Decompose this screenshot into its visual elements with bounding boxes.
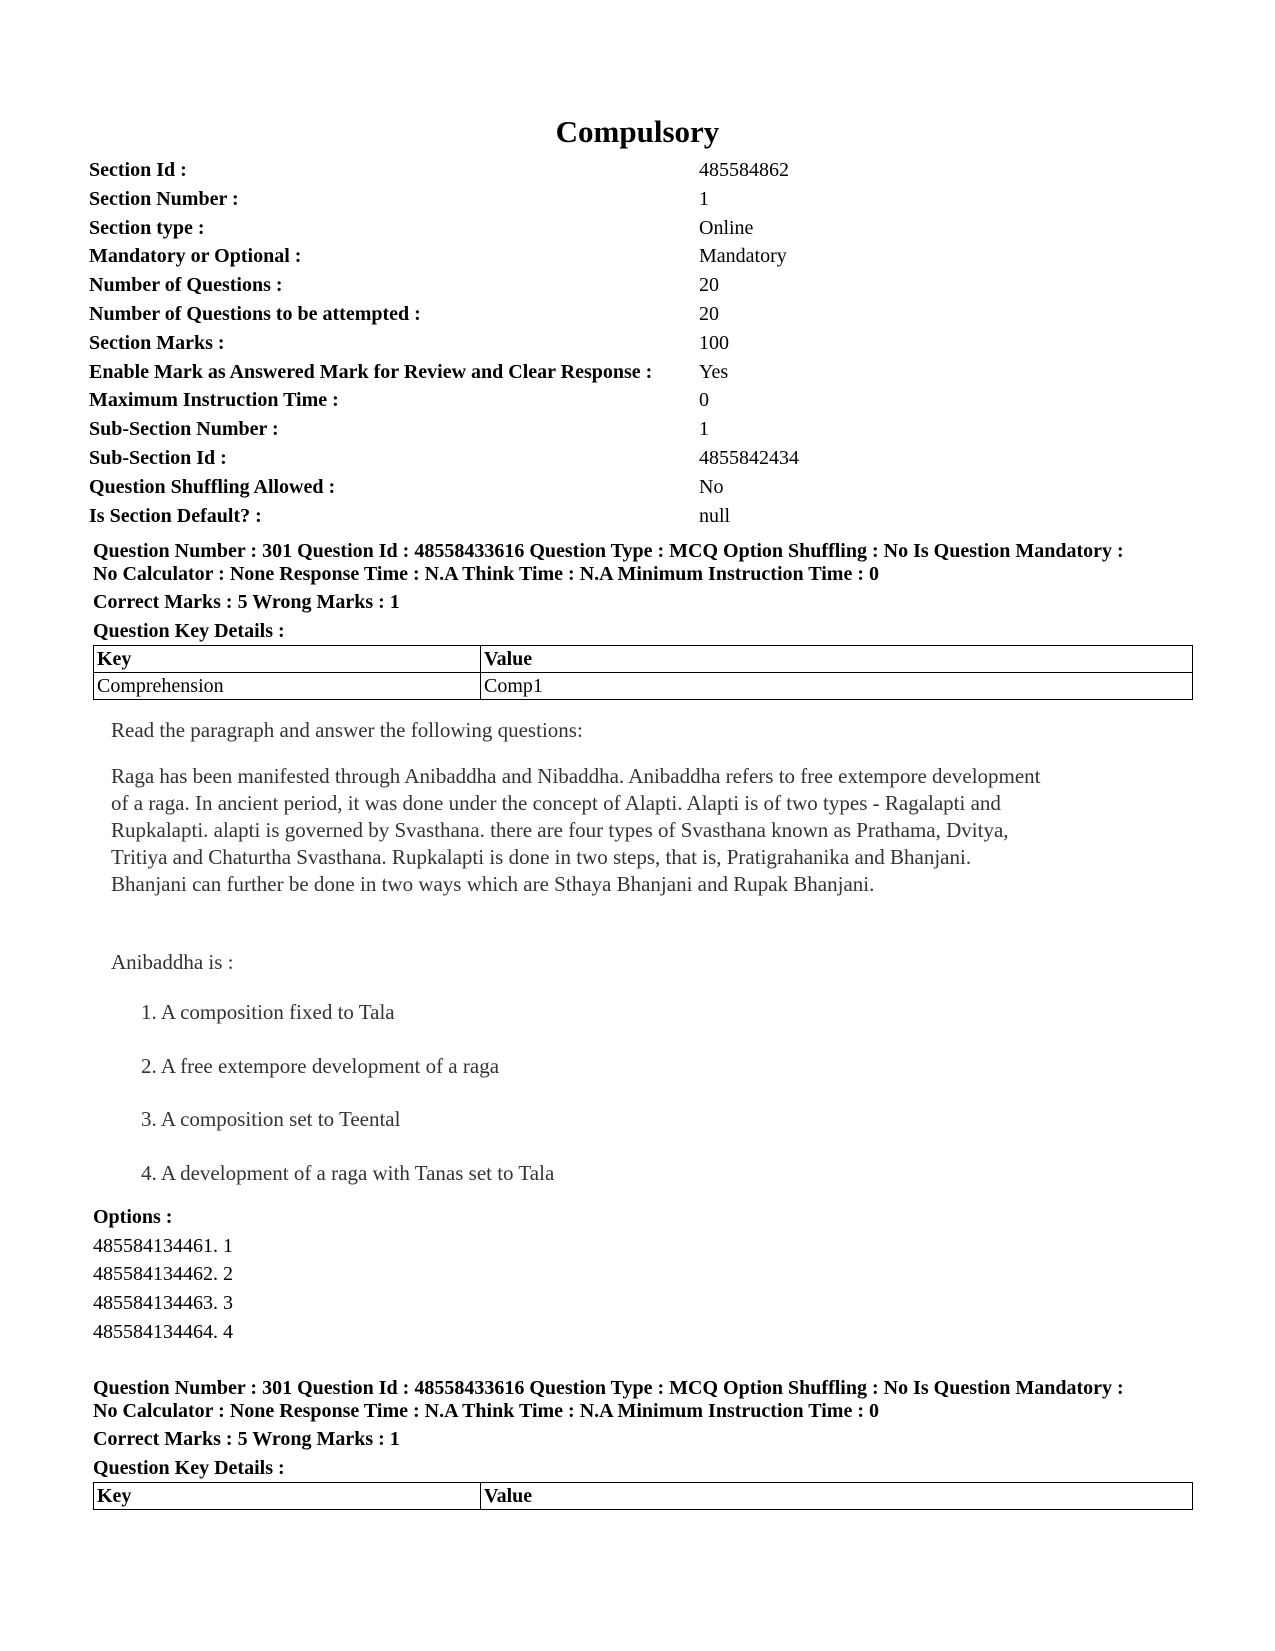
question-instruction: Read the paragraph and answer the following questions: xyxy=(111,718,583,742)
table-cell-key: Comprehension xyxy=(94,673,481,700)
question-key-table xyxy=(93,1482,1193,1510)
option-item: 485584134462. 2 xyxy=(93,1263,233,1286)
info-row-enable-mark xyxy=(89,358,1189,387)
choice-item: 2. A free extempore development of a raga xyxy=(141,1053,500,1078)
table-header-key: Key xyxy=(94,646,481,673)
choice-item: 4. A development of a raga with Tanas set to Tala xyxy=(141,1160,555,1185)
choice-item: 3. A composition set to Teental xyxy=(141,1107,401,1131)
info-value: 1 xyxy=(699,418,709,441)
option-item: 485584134464. 4 xyxy=(93,1320,233,1343)
option-item: 485584134463. 3 xyxy=(93,1292,233,1315)
table-row xyxy=(94,673,1193,700)
passage-line: Bhanjani can further be done in two ways which are Sthaya Bhanjani and Rupak Bhanjani. xyxy=(111,872,875,896)
option-item: 485584134461. 1 xyxy=(93,1234,233,1257)
table-header-row xyxy=(94,1483,1193,1510)
question-key-details-label: Question Key Details : xyxy=(93,1456,285,1479)
info-label: Number of Questions to be attempted : xyxy=(89,302,421,325)
info-row-question-shuffling xyxy=(89,473,1189,502)
info-row-section-marks xyxy=(89,329,1189,358)
question-block xyxy=(93,1377,1193,1510)
info-label: Mandatory or Optional : xyxy=(89,245,302,268)
table-cell-value: Comp1 xyxy=(481,673,1193,700)
info-row-sub-section-id xyxy=(89,444,1189,473)
question-marks: Correct Marks : 5 Wrong Marks : 1 xyxy=(93,591,400,613)
question-header-line: Question Number : 301 Question Id : 48558433616 Question Type : MCQ Option Shuffling : No Is Question Mandatory : xyxy=(93,1377,1124,1399)
info-value: 4855842434 xyxy=(699,446,799,469)
question-header-line: No Calculator : None Response Time : N.A Think Time : N.A Minimum Instruction Time : 0 xyxy=(93,563,879,585)
info-row-mandatory xyxy=(89,242,1189,271)
info-value: 100 xyxy=(699,331,729,354)
question-block xyxy=(93,540,1193,700)
info-row-section-type xyxy=(89,214,1189,243)
info-value: Yes xyxy=(699,360,729,383)
passage-line: of a raga. In ancient period, it was done under the concept of Alapti. Alapti is of two types - Ragalapti and xyxy=(111,791,1001,815)
question-header-line: Question Number : 301 Question Id : 48558433616 Question Type : MCQ Option Shuffling : No Is Question Mandatory : xyxy=(93,540,1124,562)
section-info-list xyxy=(89,156,1189,530)
info-label: Is Section Default? : xyxy=(89,504,262,527)
passage-line: Rupkalapti. alapti is governed by Svasthana. there are four types of Svasthana known as Prathama, Dvitya, xyxy=(111,818,1009,842)
question-marks: Correct Marks : 5 Wrong Marks : 1 xyxy=(93,1428,400,1450)
table-header-value: Value xyxy=(481,1483,1193,1510)
table-header-row xyxy=(94,646,1193,673)
passage-line: Raga has been manifested through Anibaddha and Nibaddha. Anibaddha refers to free extempore development xyxy=(111,764,1041,788)
options-list xyxy=(93,1203,233,1347)
info-row-section-default xyxy=(89,502,1189,531)
question-content-image xyxy=(111,718,1181,1213)
info-label: Maximum Instruction Time : xyxy=(89,389,339,412)
passage-line: Tritiya and Chaturtha Svasthana. Rupkalapti is done in two steps, that is, Pratigrahanika and Bhanjani. xyxy=(111,845,972,869)
info-label: Section Marks : xyxy=(89,331,225,354)
question-header-line: No Calculator : None Response Time : N.A Think Time : N.A Minimum Instruction Time : 0 xyxy=(93,1400,879,1422)
table-header-key: Key xyxy=(94,1483,481,1510)
options-label: Options : xyxy=(93,1206,173,1228)
info-value: Mandatory xyxy=(699,245,787,268)
info-label: Section Id : xyxy=(89,159,187,181)
info-value: No xyxy=(699,475,724,498)
info-row-max-instruction-time xyxy=(89,386,1189,415)
comprehension-passage xyxy=(111,763,1181,898)
info-row-number-of-questions xyxy=(89,271,1189,300)
section-title: Compulsory xyxy=(555,114,720,149)
info-value: 0 xyxy=(699,389,709,412)
info-label: Enable Mark as Answered Mark for Review and Clear Response : xyxy=(89,360,653,383)
table-header-value: Value xyxy=(481,646,1193,673)
info-label: Sub-Section Number : xyxy=(89,418,279,441)
info-value: 20 xyxy=(699,302,719,325)
info-value: 485584862 xyxy=(699,159,789,181)
info-label: Sub-Section Id : xyxy=(89,446,227,469)
info-value: 20 xyxy=(699,274,719,297)
info-value: null xyxy=(699,504,731,527)
choice-list xyxy=(111,999,1181,1213)
choice-item: 1. A composition fixed to Tala xyxy=(141,1000,395,1024)
info-row-section-number xyxy=(89,185,1189,214)
info-label: Section type : xyxy=(89,216,205,239)
question-key-table xyxy=(93,645,1193,700)
info-row-sub-section-number xyxy=(89,415,1189,444)
info-value: 1 xyxy=(699,187,709,210)
info-label: Question Shuffling Allowed : xyxy=(89,475,336,498)
question-key-details-label: Question Key Details : xyxy=(93,619,285,642)
question-stem: Anibaddha is : xyxy=(111,950,234,974)
info-value: Online xyxy=(699,216,754,239)
info-label: Number of Questions : xyxy=(89,274,283,297)
info-label: Section Number : xyxy=(89,187,239,210)
info-row-questions-to-attempt xyxy=(89,300,1189,329)
info-row-section-id xyxy=(89,156,1189,185)
